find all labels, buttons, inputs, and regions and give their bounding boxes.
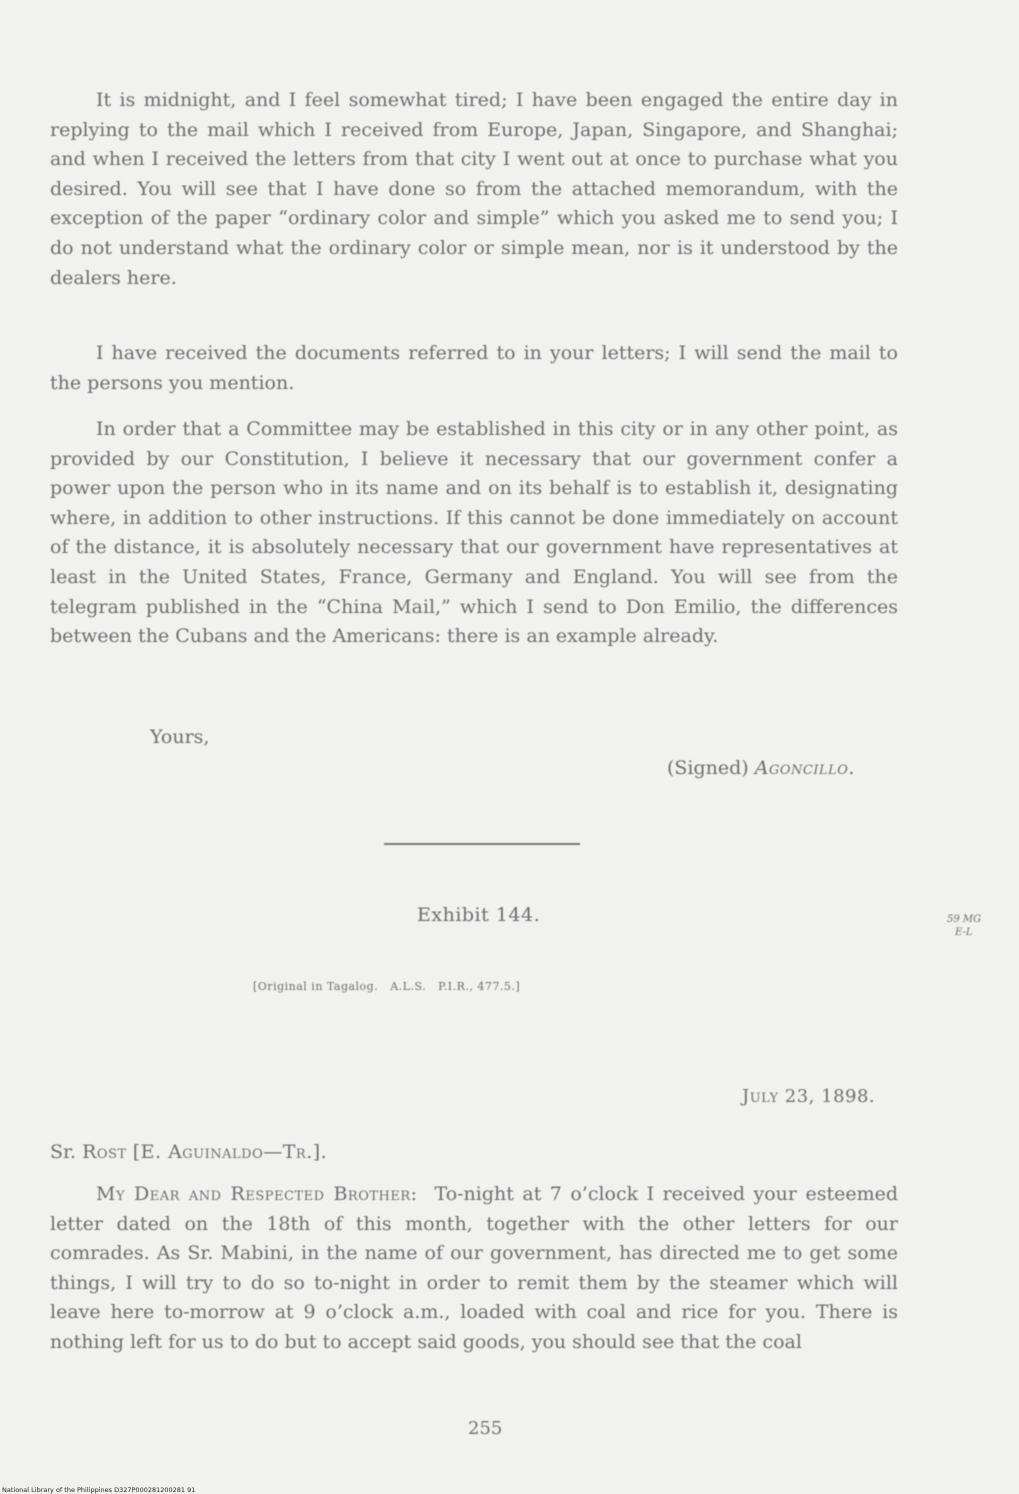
margin-note <box>947 913 981 939</box>
letter1-paragraph-3: In order that a Committee may be established in this city or in any other point, as provided by our Constitution, I believe it necessary that our government confer a power upon the person who in its name and on its behalf is to establish it, designating where, in addition to other instructions. If this cannot be done immediately on account of the distance, it is absolutely necessary that our government have representatives at least in the United States, France, Germany and England. You will see from the telegram published in the “China Mail,” which I send to Don Emilio, the differences between the Cubans and the Americans: there is an example already. <box>50 418 898 648</box>
signature-line <box>667 757 855 779</box>
addressee <box>50 1141 327 1163</box>
section-divider <box>384 843 580 845</box>
signature-name: Agoncillo. <box>754 757 855 779</box>
letter2-body <box>50 1180 898 1358</box>
addressee-note: [E. Aguinaldo—Tr.]. <box>132 1141 328 1163</box>
addressee-name: Rost <box>82 1141 127 1163</box>
letter1-paragraph-2: I have received the documents referred to in your letters; I will send the mail to the persons you mention. <box>50 342 898 394</box>
page-number: 255 <box>468 1418 503 1439</box>
margin-note-line-1: 59 MG <box>947 914 982 925</box>
footer-watermark: National Library of the Philippines D327P000281200281 91 <box>2 1486 196 1494</box>
margin-note-line-2: E-L <box>955 927 973 938</box>
letter2-body-text: To-night at 7 o’clock I received your esteemed letter dated on the 18th of this month, together with the other letters for our comrades. As Sr. Mabini, in the name of our government, has directed me to get some things, I will try to do so to-night in order to remit them by the steamer which will leave here to-morrow at 9 o’clock a.m., loaded with coal and rice for you. There is nothing left for us to do but to accept said goods, you should see that the coal <box>50 1183 898 1353</box>
source-note: [Original in Tagalog. A.L.S. P.I.R., 477.5.] <box>253 980 521 993</box>
closing: Yours, <box>150 726 210 748</box>
signed-label: (Signed) <box>667 757 749 779</box>
exhibit-title: Exhibit 144. <box>417 904 541 926</box>
letter1-paragraph-1: It is midnight, and I feel somewhat tired; I have been engaged the entire day in replying to the mail which I received from Europe, Japan, Singapore, and Shanghai; and when I received the letters from that city I went out at once to purchase what you desired. You will see that I have done so from the attached memorandum, with the exception of the paper “ordinary color and simple” which you asked me to send you; I do not understand what the ordinary color or simple mean, nor is it understood by the dealers here. <box>50 89 898 289</box>
salutation: My Dear and Respected Brother: <box>96 1183 418 1205</box>
letter-date: July 23, 1898. <box>742 1086 876 1107</box>
addressee-prefix: Sr. <box>50 1141 77 1163</box>
